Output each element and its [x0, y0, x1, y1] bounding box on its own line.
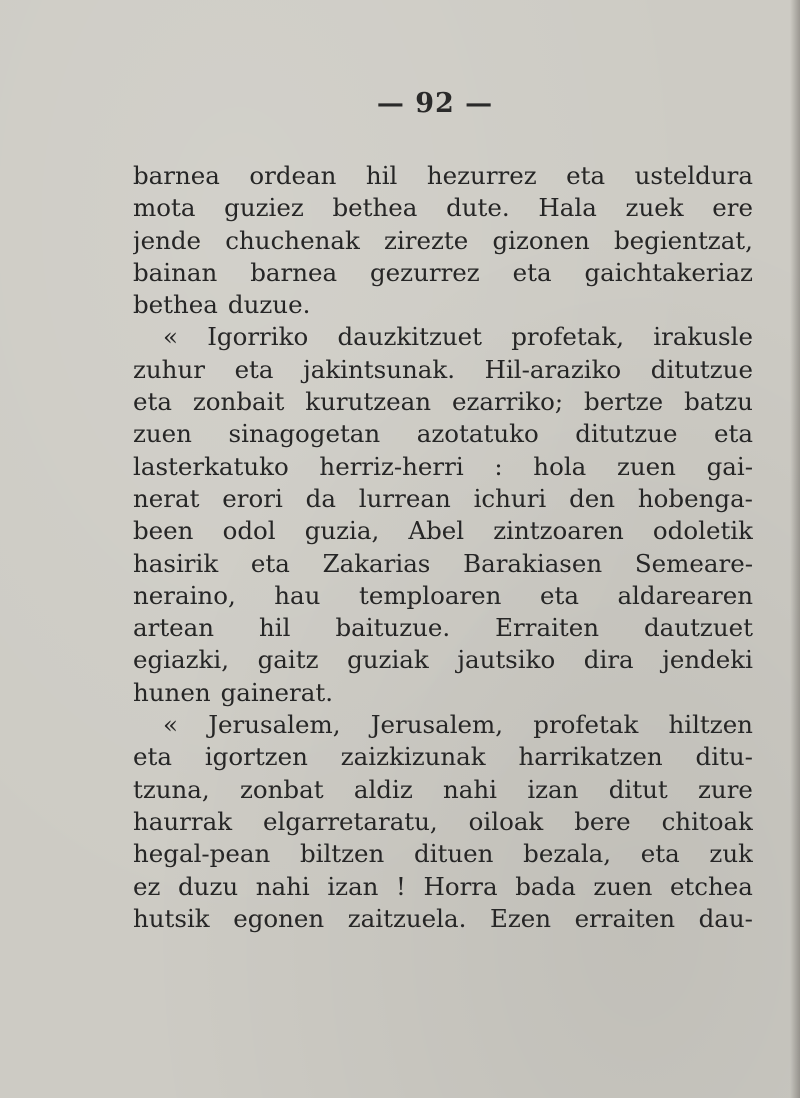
word: eta: [640, 839, 680, 869]
page-number: — 92 —: [376, 88, 494, 119]
word: herriz-herri: [319, 451, 464, 481]
word: hil: [259, 613, 291, 643]
word: Hil-araziko: [484, 354, 622, 384]
word: ditut: [608, 774, 668, 804]
word: Erraiten: [495, 613, 600, 643]
text-line: [133, 257, 753, 289]
word: dau-: [698, 903, 753, 933]
word: haurrak: [133, 806, 233, 836]
word: zuek: [625, 193, 684, 223]
word: chitoak: [661, 806, 753, 836]
word: gaichtakeriaz: [584, 257, 753, 287]
word: hiltzen: [668, 710, 753, 740]
word: Igorriko: [207, 322, 309, 352]
word: zuen: [616, 451, 676, 481]
word: bethea: [332, 193, 418, 223]
word: artean: [133, 613, 215, 643]
word: Barakiasen: [463, 548, 603, 578]
word: da: [305, 483, 336, 513]
text-line: [133, 612, 753, 644]
word: gai-: [706, 451, 753, 481]
word: duzu: [178, 871, 239, 901]
word: Zakarias: [322, 548, 431, 578]
word: chuchenak: [225, 225, 360, 255]
word: zuen: [133, 419, 192, 449]
text-line: [133, 451, 753, 483]
text-line: [133, 354, 753, 386]
word: jakintsunak.: [303, 354, 455, 384]
word: zirezte: [384, 225, 469, 255]
word: zuen: [593, 871, 653, 901]
word: odoletik: [652, 516, 753, 546]
word: zuk: [709, 839, 753, 869]
word: zintzoaren: [493, 516, 624, 546]
word: irakusle: [653, 322, 753, 352]
word: eta: [714, 419, 753, 449]
word: mota: [133, 193, 196, 223]
word: hola: [533, 451, 587, 481]
text-line: [133, 386, 753, 418]
word: aldiz: [353, 774, 413, 804]
word: guziez: [224, 193, 304, 223]
word: gainerat.: [220, 677, 333, 707]
word: temploaren: [358, 580, 502, 610]
word: jende: [133, 225, 202, 255]
word: eta: [539, 580, 579, 610]
word: elgarretaratu,: [262, 806, 438, 836]
word: Hala: [538, 193, 597, 223]
text-line: [133, 160, 753, 192]
word: tzuna,: [133, 774, 210, 804]
word: «: [163, 322, 178, 352]
text-line: [133, 838, 753, 870]
word: izan: [527, 774, 579, 804]
word: begientzat,: [613, 225, 753, 255]
word: den: [569, 483, 616, 513]
word: barnea: [133, 161, 220, 190]
word: hau: [274, 580, 321, 610]
word: hasirik: [133, 548, 219, 578]
word: Semeare-: [634, 548, 753, 578]
word: lasterkatuko: [133, 451, 289, 481]
word: :: [494, 451, 503, 481]
word: eta: [133, 742, 172, 772]
word: hutsik: [133, 903, 210, 933]
word: hobenga-: [637, 483, 753, 513]
text-line: [133, 515, 753, 547]
text-line: [133, 903, 753, 935]
word: bainan: [133, 257, 218, 287]
text-line: [133, 677, 753, 709]
page-body-text: [133, 160, 753, 935]
word: jendeki: [662, 645, 753, 675]
word: «: [163, 710, 178, 740]
word: lurrean: [358, 483, 451, 513]
text-line: [133, 774, 753, 806]
text-line: [133, 871, 753, 903]
word: !: [396, 871, 406, 901]
text-line: [133, 806, 753, 838]
text-line: [133, 418, 753, 450]
word: erori: [222, 483, 283, 513]
word: hegal-pean: [133, 839, 271, 869]
text-line: [133, 483, 753, 515]
word: dute.: [446, 193, 510, 223]
word: bada: [515, 871, 576, 901]
word: harrikatzen: [518, 742, 663, 772]
word: duzue.: [227, 290, 311, 320]
word: gizonen: [492, 225, 590, 255]
word: eta: [566, 161, 606, 190]
word: profetak: [533, 710, 639, 740]
word: guziak: [347, 645, 429, 675]
text-line: [133, 192, 753, 224]
text-line: [133, 709, 753, 741]
word: eta: [250, 548, 290, 578]
word: odol: [222, 516, 276, 546]
word: nerat: [133, 483, 200, 513]
word: eta: [133, 387, 172, 417]
word: dautzuet: [644, 613, 753, 643]
word: usteldura: [634, 161, 753, 190]
word: zonbait: [192, 387, 285, 417]
word: egiazki,: [133, 645, 230, 675]
word: izan: [327, 871, 379, 901]
word: jautsiko: [457, 645, 556, 675]
text-line: [133, 741, 753, 773]
word: hunen: [133, 677, 211, 707]
word: zonbat: [240, 774, 324, 804]
word: ere: [712, 193, 753, 223]
word: aldarearen: [617, 580, 753, 610]
word: dira: [583, 645, 634, 675]
text-line: [133, 644, 753, 676]
word: barnea: [250, 257, 338, 287]
word: ordean: [249, 161, 337, 190]
text-line: [133, 580, 753, 612]
word: dauzkitzuet: [337, 322, 482, 352]
word: Ezen: [489, 903, 552, 933]
word: bertze: [584, 387, 664, 417]
word: gaitz: [257, 645, 319, 675]
word: eta: [234, 354, 274, 384]
word: ez: [133, 871, 161, 901]
word: Abel: [408, 516, 465, 546]
word: biltzen: [299, 839, 385, 869]
word: ezarriko;: [451, 387, 564, 417]
word: ditutzue: [575, 419, 678, 449]
word: igortzen: [204, 742, 308, 772]
word: bere: [574, 806, 631, 836]
text-line: [133, 225, 753, 257]
text-line: [133, 289, 753, 321]
word: hezurrez: [426, 161, 537, 190]
word: batzu: [684, 387, 753, 417]
word: zure: [698, 774, 753, 804]
word: Jerusalem,: [370, 710, 504, 740]
word: ichuri: [473, 483, 547, 513]
word: ditutzue: [650, 354, 753, 384]
word: profetak,: [511, 322, 625, 352]
word: etchea: [669, 871, 753, 901]
word: ditu-: [695, 742, 753, 772]
word: zaizkizunak: [340, 742, 486, 772]
word: Horra: [423, 871, 498, 901]
word: nahi: [443, 774, 498, 804]
word: oiloak: [468, 806, 544, 836]
word: zaitzuela.: [347, 903, 467, 933]
word: egonen: [233, 903, 325, 933]
word: bethea: [133, 290, 218, 320]
word: sinagogetan: [228, 419, 381, 449]
word: eta: [512, 257, 552, 287]
word: hil: [365, 161, 398, 190]
word: azotatuko: [416, 419, 539, 449]
word: gezurrez: [370, 257, 480, 287]
text-line: [133, 548, 753, 580]
word: nahi: [255, 871, 310, 901]
page-edge-shadow: [790, 0, 800, 1098]
word: dituen: [414, 839, 494, 869]
word: erraiten: [574, 903, 676, 933]
text-line: [133, 321, 753, 353]
word: Jerusalem,: [208, 710, 341, 740]
word: been: [133, 516, 194, 546]
word: kurutzean: [305, 387, 432, 417]
word: zuhur: [133, 354, 205, 384]
word: neraino,: [133, 580, 236, 610]
word: baituzue.: [335, 613, 451, 643]
word: bezala,: [523, 839, 612, 869]
word: guzia,: [304, 516, 380, 546]
